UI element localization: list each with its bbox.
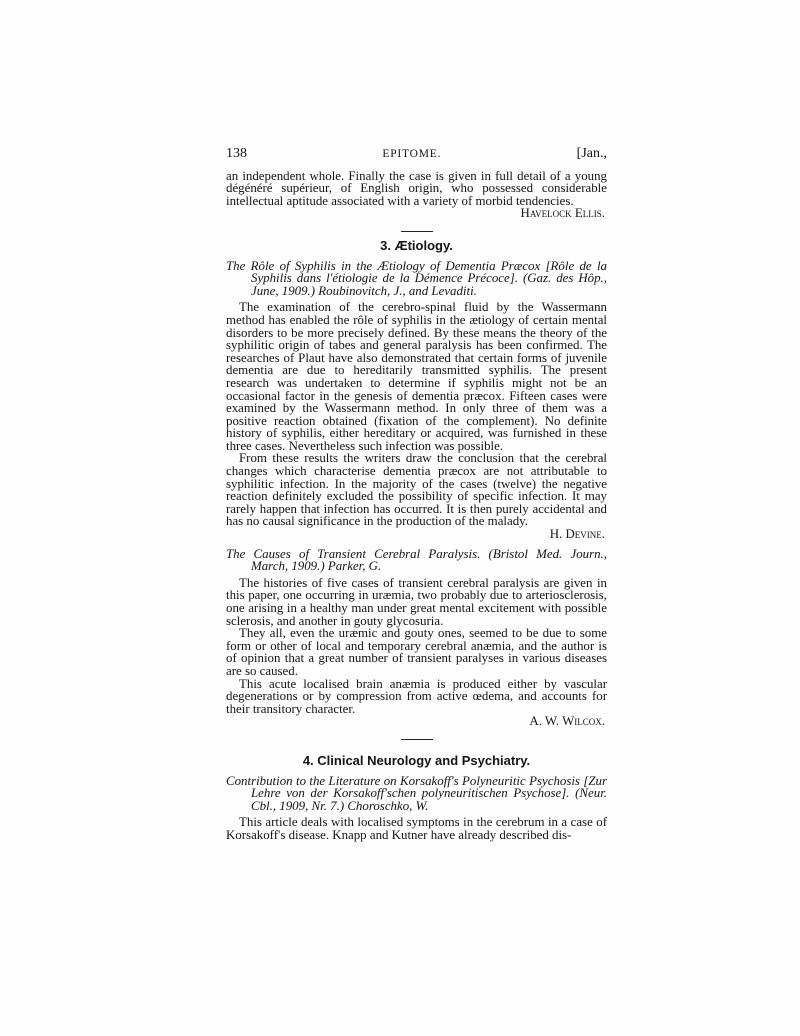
paragraph: This acute localised brain anæmia is produced either by vascular degenerations or by compression from active œdema, and accounts for their transitory character. (226, 676, 607, 716)
paragraph: The histories of five cases of transient cerebral paralysis are given in this paper, one occurring in uræmia, two probably due to arteriosclerosis, one arising in a healthy man under great mental excitement with possible sclerosis, and another in gouty glycosuria. (226, 575, 607, 628)
divider (401, 739, 433, 740)
citation-korsakoff: Contribution to the Literature on Korsakoff's Polyneuritic Psychosis [Zur Lehre von der Korsakoff'schen polyneuritischen Psychose]. (Neur. Cbl., 1909, Nr. 7.) Choroschko, W. (226, 773, 607, 813)
citation-syphilis: The Rôle of Syphilis in the Ætiology of Dementia Præcox [Rôle de la Syphilis dans l'étiologie de la Démence Précoce]. (Gaz. des Hôp., June, 1909.) Roubinovitch, J., and Levaditi. (226, 258, 607, 298)
signature-devine: H. Devine. (549, 527, 605, 542)
running-header (226, 148, 607, 161)
signature-wilcox: A. W. Wilcox. (529, 714, 605, 729)
paragraph: They all, even the uræmic and gouty ones, seemed to be due to some form or other of local and temporary cerebral anæmia, and the author is of opinion that a great number of transient paralyses in various diseases are so caused. (226, 626, 607, 678)
page (226, 148, 607, 842)
signature-ellis: Havelock Ellis. (520, 206, 605, 221)
divider (401, 231, 433, 232)
issue-label: [Jan., (576, 146, 607, 161)
running-title: EPITOME. (382, 148, 442, 160)
section-heading-aetiology: 3. Ætiology. (380, 237, 453, 253)
section-heading-clinical-neurology: 4. Clinical Neurology and Psychiatry. (302, 752, 531, 768)
paragraph: From these results the writers draw the conclusion that the cerebral changes which characterise dementia præcox are not attributable to syphilitic infection. In the majority of the cases (twelve) the negative reaction definitely excluded the possibility of specific infection. It may rarely happen that infection has occurred. It is then purely accidental and has no causal significance in the production of the malady. (226, 451, 607, 529)
paragraph: This article deals with localised symptoms in the cerebrum in a case of Korsakoff's disease. Knapp and Kutner have already described dis- (226, 815, 607, 842)
page-number: 138 (226, 146, 247, 161)
intro-paragraph: an independent whole. Finally the case is given in full detail of a young dégénéré supérieur, of English origin, who possessed considerable intellectual aptitude associated with a variety of morbid tendencies. (226, 168, 607, 208)
citation-paralysis: The Causes of Transient Cerebral Paralysis. (Bristol Med. Journ., March, 1909.) Parker, G. (226, 546, 607, 574)
paragraph: The examination of the cerebro-spinal fluid by the Wassermann method has enabled the rôle of syphilis in the ætiology of certain mental disorders to be more precisely defined. By these means the theory of the syphilitic origin of tabes and general paralysis has been confirmed. The researches of Plaut have also demonstrated that certain forms of juvenile dementia are due to hereditarily transmitted syphilis. The present research was undertaken to determine if syphilis might not be an occasional factor in the genesis of dementia præcox. Fifteen cases were examined by the Wassermann method. In only three of them was a positive reaction obtained (fixation of the complement). No definite history of syphilis, either hereditary or acquired, was furnished in these three cases. Nevertheless such infection was possible. (226, 300, 607, 453)
